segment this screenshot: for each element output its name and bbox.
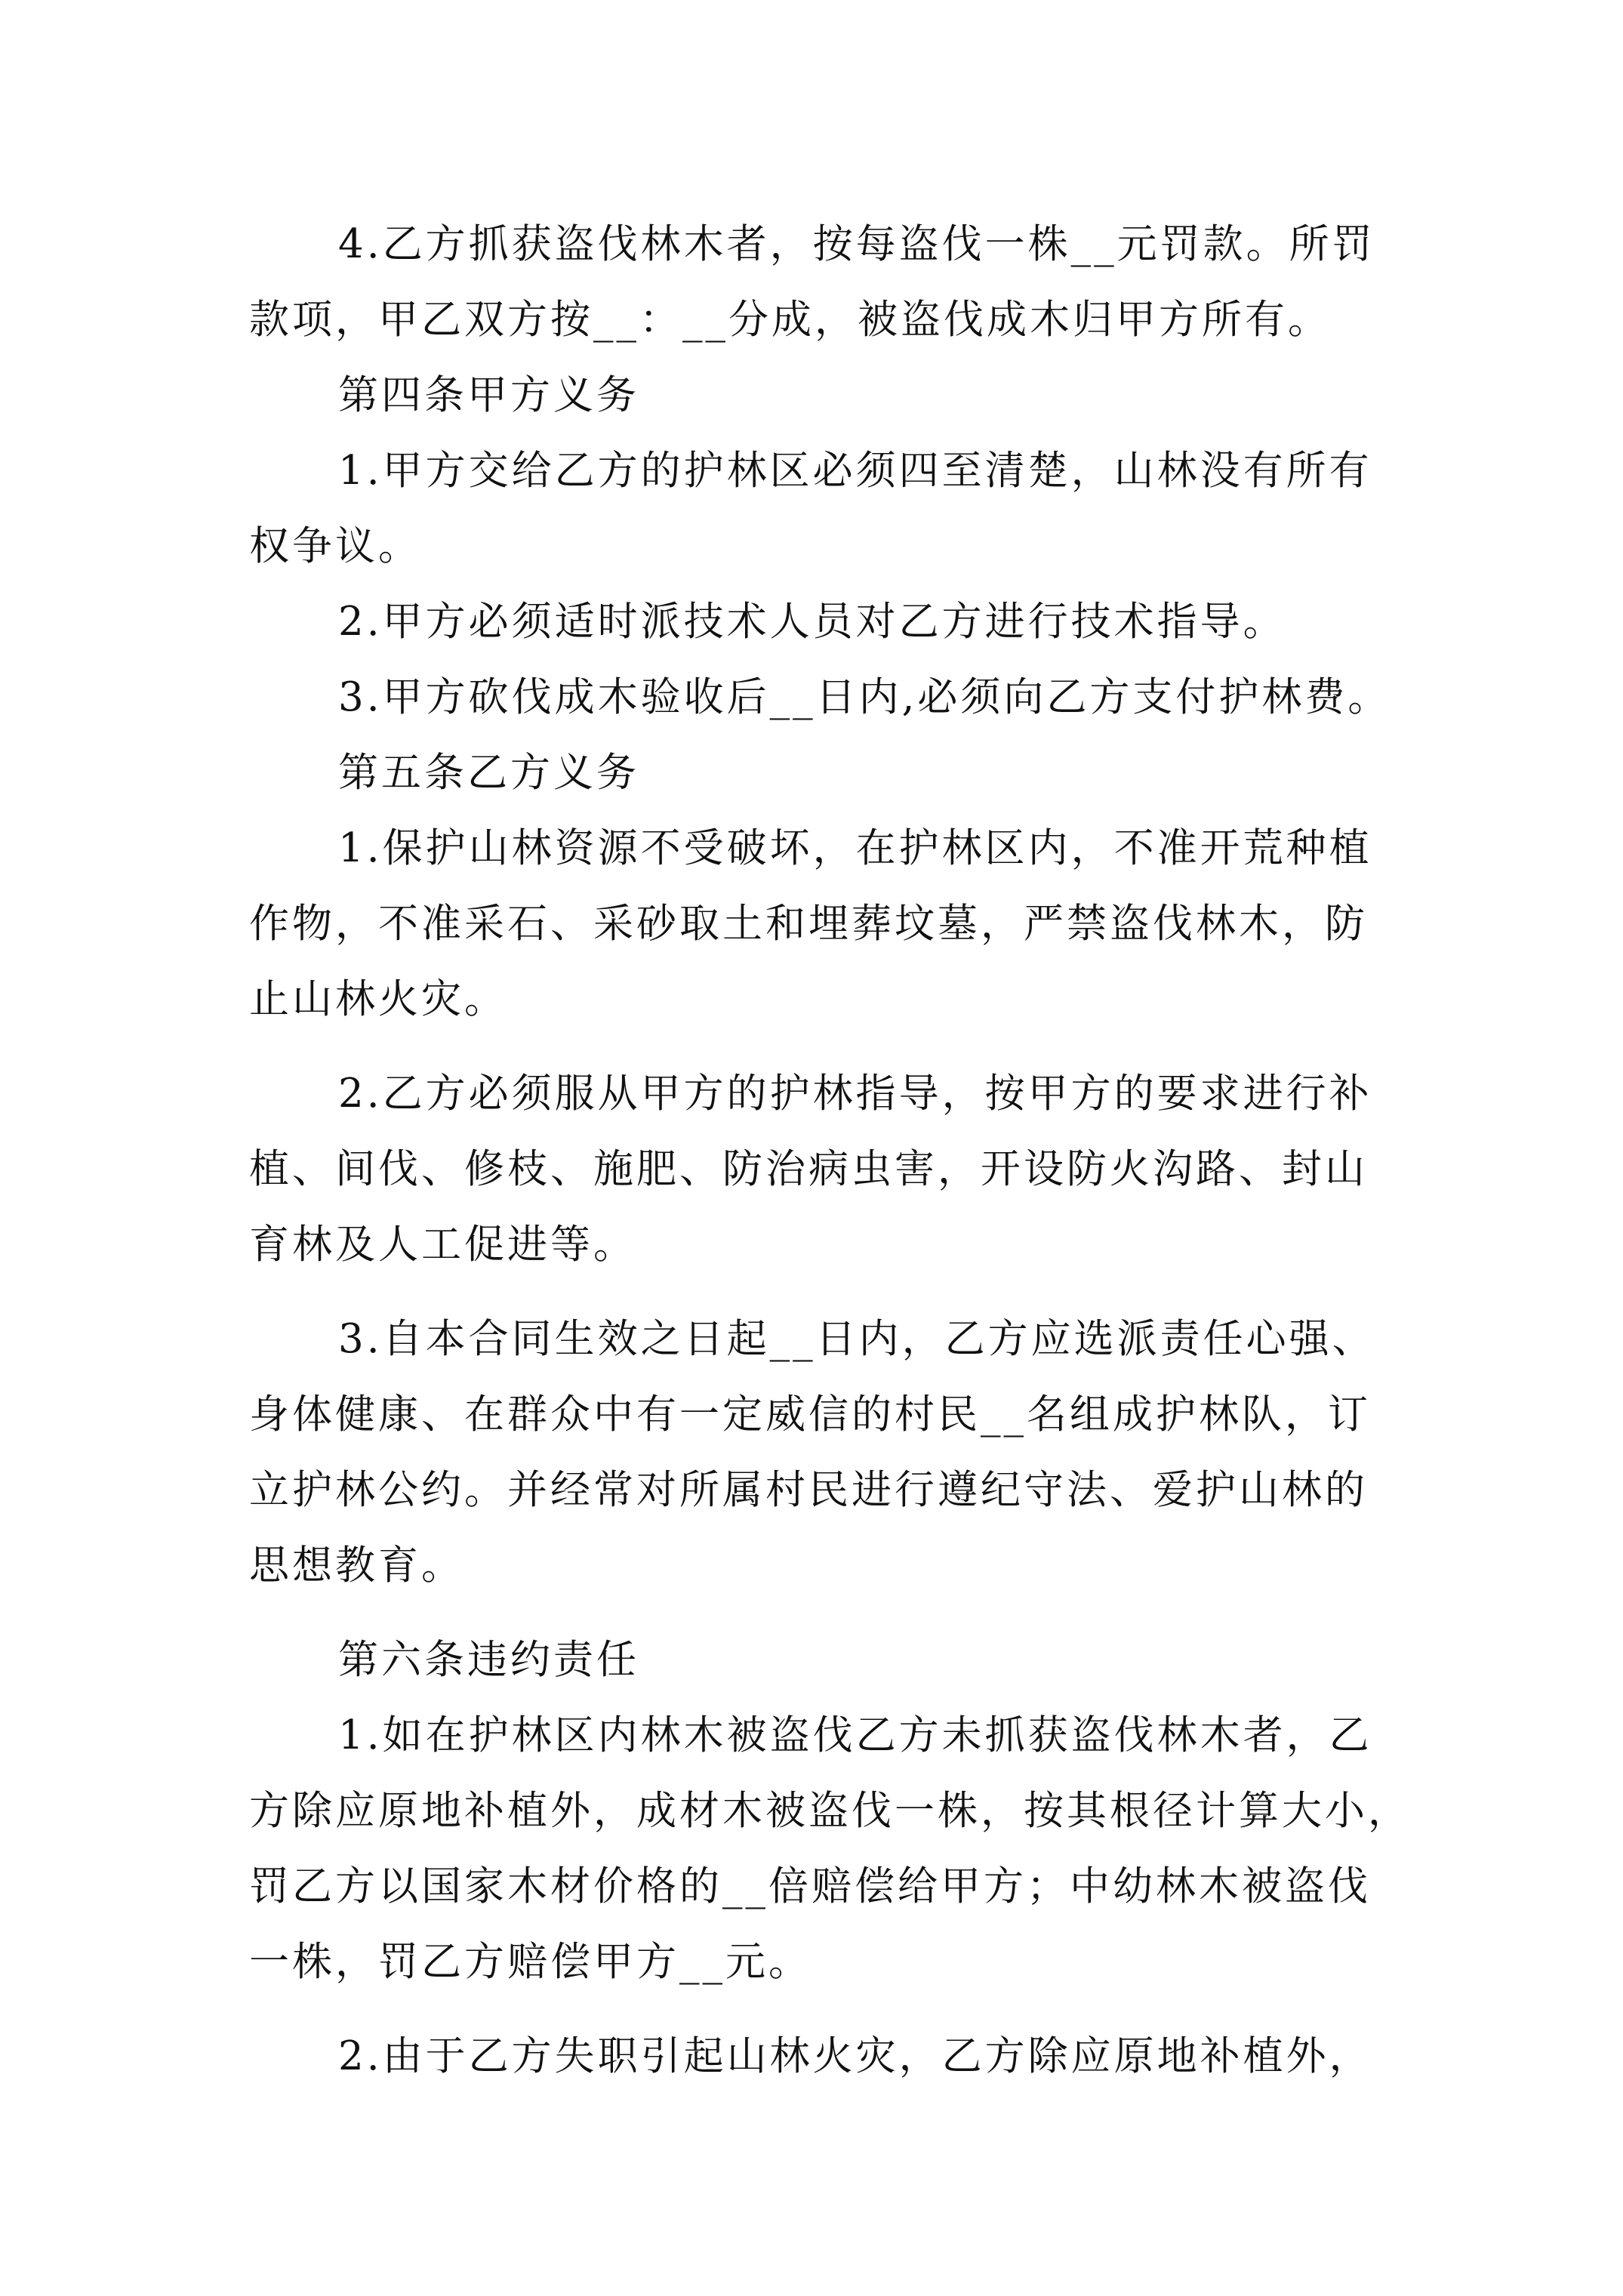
section-heading-5: 第五条乙方义务: [338, 750, 639, 796]
section-heading-6: 第六条违约责任: [338, 1637, 639, 1683]
text-line-5: 权争议。: [249, 523, 421, 569]
text-line-22: 罚乙方以国家木材价格的__倍赔偿给甲方；中幼林木被盗伐: [249, 1863, 1371, 1909]
text-line-2: 款项，甲乙双方按__：__分成，被盗伐成木归甲方所有。: [249, 297, 1331, 343]
text-line-12: 2.乙方必须服从甲方的护林指导，按甲方的要求进行补: [338, 1071, 1372, 1117]
text-line-11: 止山林火灾。: [249, 976, 507, 1022]
text-line-15: 3.自本合同生效之日起__日内，乙方应选派责任心强、: [338, 1316, 1375, 1362]
text-line-7: 3.甲方砍伐成木验收后__日内,必须向乙方支付护林费。: [338, 674, 1391, 720]
text-line-1: 4.乙方抓获盗伐林木者，按每盗伐一株__元罚款。所罚: [338, 221, 1375, 267]
section-heading-4: 第四条甲方义务: [338, 372, 639, 418]
text-line-16: 身体健康、在群众中有一定威信的村民__名组成护林队，订: [249, 1391, 1371, 1438]
text-line-6: 2.甲方必须适时派技术人员对乙方进行技术指导。: [338, 599, 1286, 645]
text-line-24: 2.由于乙方失职引起山林火灾，乙方除应原地补植外，: [338, 2033, 1372, 2079]
text-line-14: 育林及人工促进等。: [249, 1222, 636, 1268]
text-line-21: 方除应原地补植外，成材木被盗伐一株，按其根径计算大小，: [249, 1788, 1411, 1834]
text-line-23: 一株，罚乙方赔偿甲方__元。: [249, 1939, 812, 1985]
text-line-17: 立护林公约。并经常对所属村民进行遵纪守法、爱护山林的: [249, 1467, 1368, 1513]
text-line-18: 思想教育。: [249, 1542, 464, 1589]
text-line-4: 1.甲方交给乙方的护林区必须四至清楚，山林没有所有: [338, 448, 1372, 494]
text-line-13: 植、间伐、修枝、施肥、防治病虫害，开设防火沟路、封山: [249, 1146, 1368, 1192]
text-line-20: 1.如在护林区内林木被盗伐乙方未抓获盗伐林木者，乙: [338, 1712, 1372, 1758]
text-line-10: 作物，不准采石、采砂取土和埋葬坟墓，严禁盗伐林木，防: [249, 901, 1368, 947]
text-line-9: 1.保护山林资源不受破坏，在护林区内，不准开荒种植: [338, 825, 1372, 871]
